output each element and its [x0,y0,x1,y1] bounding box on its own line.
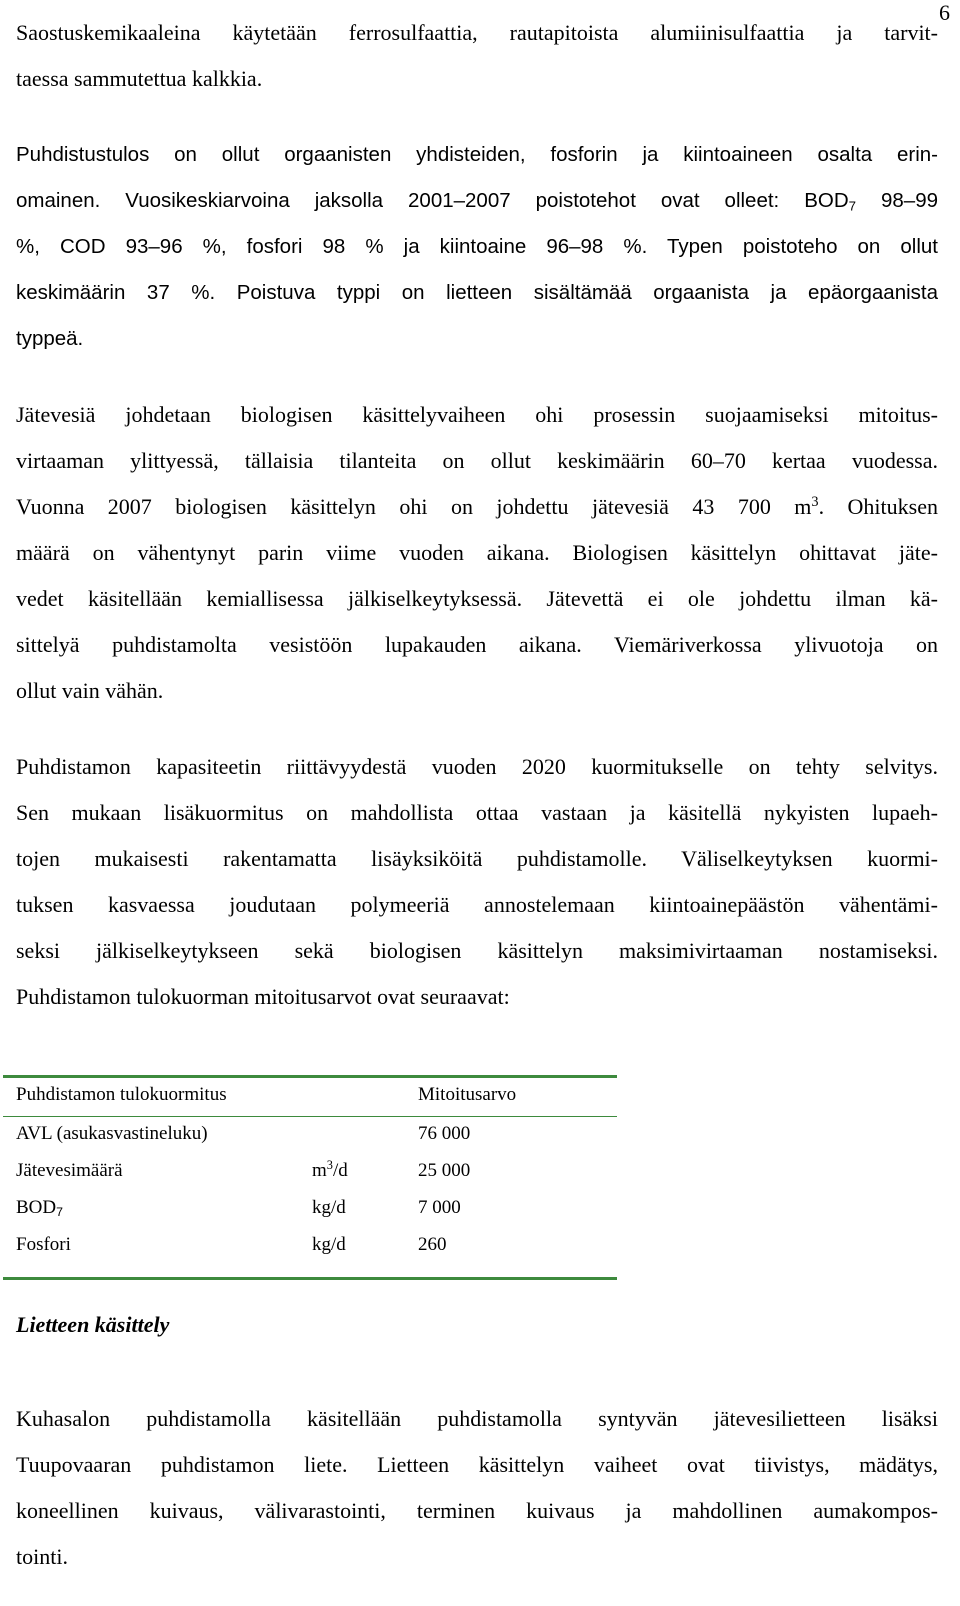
text-line: tuksen kasvaessa joudutaan polymeeriä annostelemaan kiintoainepäästön vähentämi- [16,892,938,917]
table-rule-bottom [3,1277,617,1280]
text-line: Jätevesiä johdetaan biologisen käsittelyvaiheen ohi prosessin suojaamiseksi mitoitus- [16,402,938,427]
table-cell-value: 25 000 [418,1160,471,1181]
paragraph-bypass [16,392,938,714]
table-header-row [3,1078,617,1116]
table-cell-unit: kg/d [312,1197,346,1218]
subscript: 7 [56,1205,63,1220]
paragraph-results [16,132,938,362]
table-row [3,1117,617,1154]
table-cell-name [16,1197,63,1219]
text-line: typpeä. [16,327,84,350]
text-line: Saostuskemikaaleina käytetään ferrosulfaattia, rautapitoista alumiinisulfaattia ja tarvit- [16,20,938,45]
design-values-table [3,1075,617,1280]
text-fragment: . Ohituksen [818,494,938,519]
table-cell-value: 76 000 [418,1123,471,1144]
text-line: määrä on vähentynyt parin viime vuoden aikana. Biologisen käsittelyn ohittavat jäte- [16,540,938,565]
text-line: Puhdistustulos on ollut orgaanisten yhdisteiden, fosforin ja kiintoaineen osalta erin- [16,143,938,166]
text-line: Puhdistamon kapasiteetin riittävyydestä vuoden 2020 kuormitukselle on tehty selvitys. [16,754,938,779]
table-row [3,1228,617,1265]
text-line: taessa sammutettua kalkkia. [16,66,263,91]
text-line: seksi jälkiselkeytykseen sekä biologisen käsittelyn maksimivirtaaman nostamiseksi. [16,938,938,963]
page-number: 6 [939,0,950,25]
text-line: virtaaman ylittyessä, tällaisia tilanteita on ollut keskimäärin 60–70 kertaa vuodessa. [16,448,938,473]
document-body [16,10,938,1020]
text-line: keskimäärin 37 %. Poistuva typpi on lietteen sisältämää orgaanista ja epäorgaanista [16,281,938,304]
table-cell-unit: kg/d [312,1234,346,1255]
table-header-load: Puhdistamon tulokuormitus [16,1084,227,1105]
table-row [3,1191,617,1228]
paragraph-chemicals [16,10,938,102]
text-fragment: 98–99 [856,189,939,212]
text-line: vedet käsitellään kemiallisessa jälkiselkeytyksessä. Jätevettä ei ole johdettu ilman kä- [16,586,938,611]
text-line [16,178,938,224]
unit-fragment: /d [332,1160,348,1181]
table-row [3,1154,617,1191]
table-cell-unit [312,1160,348,1182]
text-line: ollut vain vähän. [16,678,164,703]
text-line: koneellinen kuivaus, välivarastointi, terminen kuivaus ja mahdollinen aumakompos- [16,1498,938,1523]
subscript: 7 [848,198,857,214]
text-line: tointi. [16,1544,68,1569]
paragraph-sludge-text [16,1396,938,1580]
text-line: Tuupovaaran puhdistamon liete. Lietteen käsittelyn vaiheet ovat tiivistys, mädätys, [16,1452,938,1477]
name-fragment: BOD [16,1197,57,1218]
superscript: 3 [326,1158,333,1173]
text-line: tojen mukaisesti rakentamatta lisäyksiköitä puhdistamolle. Väliselkeytyksen kuormi- [16,846,938,871]
unit-fragment: m [312,1160,327,1181]
text-line: Sen mukaan lisäkuormitus on mahdollista ottaa vastaan ja käsitellä nykyisten lupaeh- [16,800,938,825]
text-line: Puhdistamon tulokuorman mitoitusarvot ovat seuraavat: [16,984,510,1009]
table-cell-name: Fosfori [16,1234,71,1255]
table-cell-name: AVL (asukasvastineluku) [16,1123,208,1144]
text-line: Kuhasalon puhdistamolla käsitellään puhdistamolla syntyvän jätevesilietteen lisäksi [16,1406,938,1431]
table-header-value: Mitoitusarvo [418,1084,517,1105]
paragraph-capacity [16,744,938,1020]
table-cell-value: 260 [418,1234,447,1255]
text-fragment: omainen. Vuosikeskiarvoina jaksolla 2001–2007 poistotehot ovat olleet: BOD [16,189,849,212]
text-line: %, COD 93–96 %, fosfori 98 % ja kiintoaine 96–98 %. Typen poistoteho on ollut [16,235,938,258]
table-cell-name: Jätevesimäärä [16,1160,123,1181]
paragraph-sludge [16,1396,938,1580]
text-line [16,484,938,530]
section-heading: Lietteen käsittely [16,1312,170,1337]
text-line: sittelyä puhdistamolta vesistöön lupakauden aikana. Viemäriverkossa ylivuotoja on [16,632,938,657]
text-fragment: Vuonna 2007 biologisen käsittelyn ohi on johdettu jätevesiä 43 700 m [16,494,812,519]
superscript: 3 [811,494,819,511]
table-cell-value: 7 000 [418,1197,461,1218]
